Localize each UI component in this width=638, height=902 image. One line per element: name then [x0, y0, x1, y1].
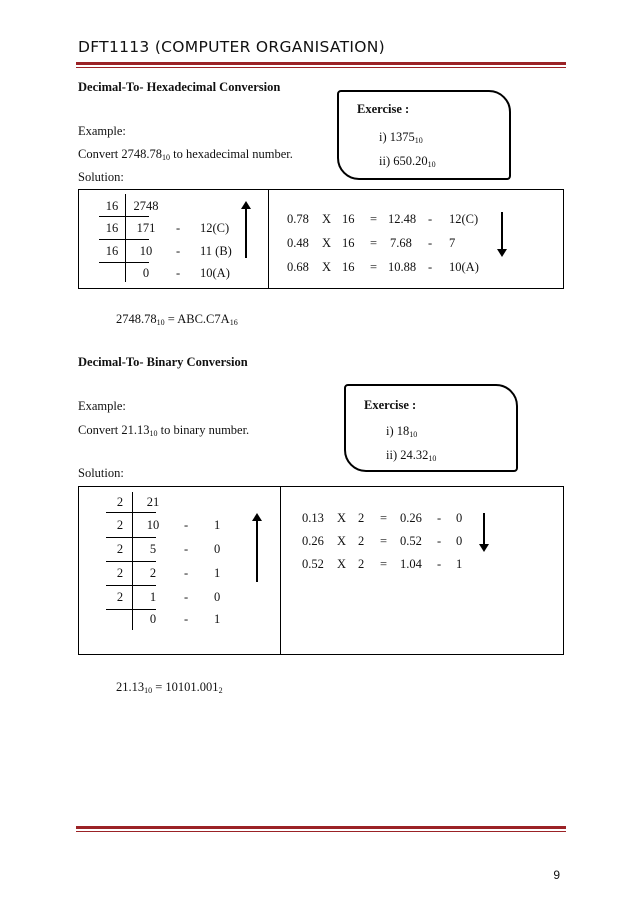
bin-example-label: Example: [78, 399, 126, 413]
bin-quotient: 10 [146, 518, 160, 532]
hex-remainder: 12(C) [200, 221, 230, 235]
hex-divisor: 16 [105, 199, 119, 213]
arrow-down-icon [476, 511, 492, 553]
hex-quotient: 171 [136, 221, 156, 235]
hex-exercise-item: i) $1375_{10}$ [379, 130, 423, 145]
hex-divisor: 16 [105, 221, 119, 235]
hex-section-heading: Decimal-To- Hexadecimal Conversion [78, 80, 281, 94]
hex-quotient: 2748 [133, 199, 159, 213]
document-header-title: DFT1113 (COMPUTER ORGANISATION) [78, 38, 385, 56]
bin-quotient: 1 [149, 590, 157, 604]
bin-quotient: 2 [149, 566, 157, 580]
bin-dash: - [184, 542, 189, 556]
bin-quotient: 0 [149, 612, 157, 626]
hex-exercise-title: Exercise : [357, 102, 410, 116]
hex-dash: - [176, 221, 181, 235]
bin-divisor: 2 [116, 566, 124, 580]
footer-rule [76, 826, 566, 832]
arrow-up-icon [249, 512, 265, 584]
hex-example-label: Example: [78, 124, 126, 138]
bin-divisor: 2 [116, 590, 124, 604]
arrow-down-icon [494, 210, 510, 258]
header-rule [76, 62, 566, 68]
bin-dash: - [184, 566, 189, 580]
bin-remainder: 0 [214, 590, 221, 604]
bin-exercise-item: ii) $24.32_{10}$ [386, 448, 437, 463]
bin-convert-text: Convert $21.13_{10}$ to binary number. [78, 423, 250, 438]
bin-section-heading: Decimal-To- Binary Conversion [78, 355, 248, 369]
page-number: 9 [553, 868, 560, 882]
hex-solution-label: Solution: [78, 170, 124, 184]
bin-remainder: 0 [214, 542, 221, 556]
bin-exercise-item: i) $18_{10}$ [386, 424, 418, 439]
hex-divisor: 16 [105, 244, 119, 258]
hex-result: $2748.78_{10} = ABC.C7A_{16}$ [116, 312, 238, 327]
bin-quotient: 21 [146, 495, 160, 509]
bin-solution-label: Solution: [78, 466, 124, 480]
hex-exercise-box [337, 90, 511, 180]
bin-exercise-box [344, 384, 518, 472]
hex-exercise-item: ii) $650.20_{10}$ [379, 154, 436, 169]
bin-dash: - [184, 612, 189, 626]
bin-divisor: 2 [116, 495, 124, 509]
bin-exercise-title: Exercise : [364, 398, 417, 412]
bin-result: $21.13_{10} = 10101.001_2$ [116, 680, 223, 695]
hex-dash: - [176, 244, 181, 258]
hex-quotient: 0 [142, 266, 150, 280]
bin-remainder: 1 [214, 566, 221, 580]
hex-dash: - [176, 266, 181, 280]
bin-quotient: 5 [149, 542, 157, 556]
hex-convert-text: Convert $2748.78_{10}$ to hexadecimal number. [78, 147, 293, 162]
hex-remainder: 10(A) [200, 266, 230, 280]
bin-remainder: 1 [214, 518, 221, 532]
hex-quotient: 10 [139, 244, 153, 258]
bin-remainder: 1 [214, 612, 221, 626]
hex-box-divider [268, 189, 269, 288]
bin-dash: - [184, 590, 189, 604]
bin-box-divider [280, 486, 281, 654]
bin-dash: - [184, 518, 189, 532]
hex-remainder: 11 (B) [200, 244, 232, 258]
bin-divisor: 2 [116, 518, 124, 532]
arrow-up-icon [238, 200, 254, 260]
bin-divisor: 2 [116, 542, 124, 556]
